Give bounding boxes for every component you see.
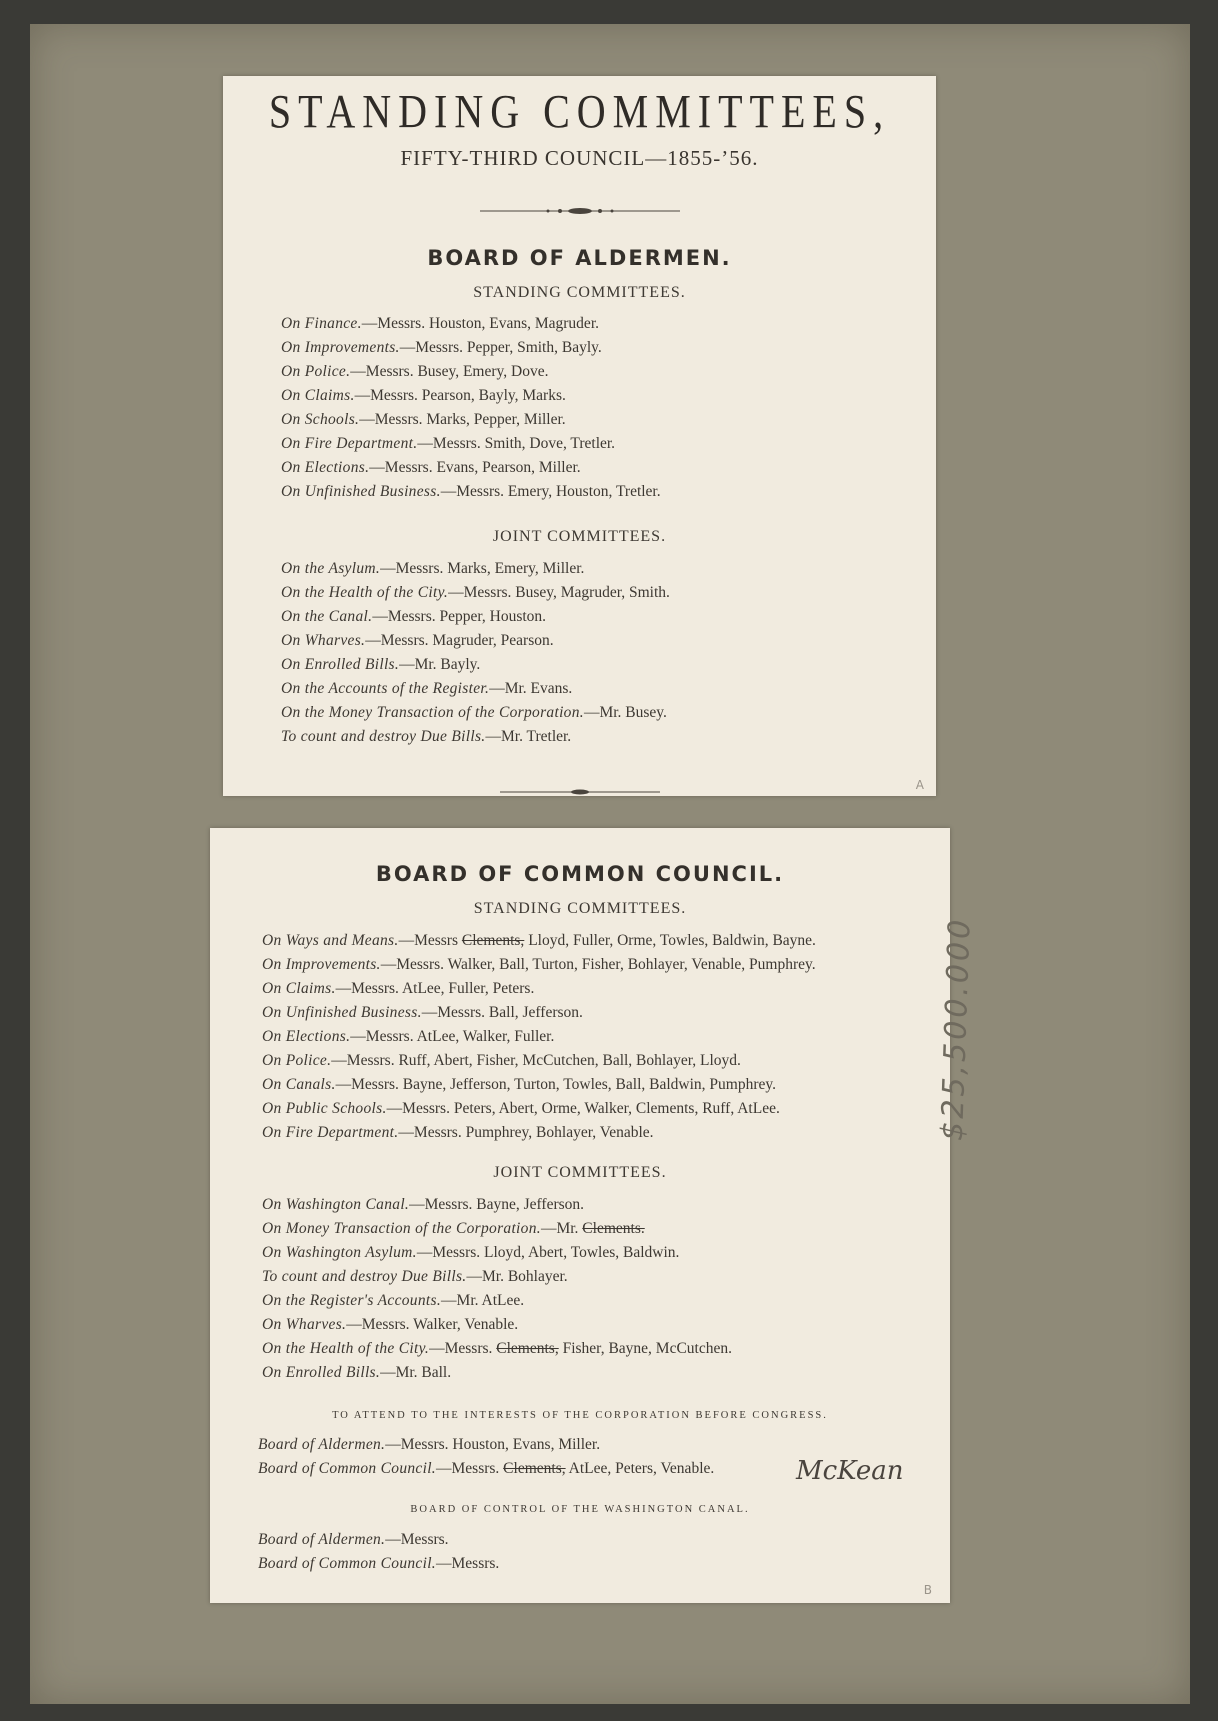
aldermen-standing-heading: STANDING COMMITTEES. (473, 284, 686, 301)
committee-members: —Messrs. Magruder, Pearson. (365, 632, 554, 649)
committee-members: AtLee, Peters, Venable. (565, 1460, 715, 1477)
committee-row (262, 1241, 732, 1265)
committee-members: —Messrs. (385, 1531, 449, 1548)
committee-name: On Claims. (262, 980, 336, 997)
committee-members: —Mr. Ball. (380, 1364, 452, 1381)
committee-members: —Messrs. Evans, Pearson, Miller. (369, 459, 581, 476)
committee-name: To count and destroy Due Bills. (262, 1268, 467, 1285)
council-joint-heading: JOINT COMMITTEES. (493, 1164, 667, 1181)
ornament-divider (223, 204, 936, 222)
handwritten-name: McKean (796, 1456, 904, 1486)
committee-name: Board of Common Council. (258, 1555, 436, 1572)
committee-name: On the Accounts of the Register. (281, 680, 490, 697)
committee-row (281, 384, 661, 408)
committee-row (262, 1361, 732, 1385)
committee-name: On the Health of the City. (281, 584, 449, 601)
committee-row (281, 605, 670, 629)
committee-row (281, 701, 670, 725)
committee-name: On Improvements. (281, 339, 400, 356)
committee-name: On Unfinished Business. (281, 483, 441, 500)
committee-row (262, 1121, 816, 1145)
struck-name: Clements, (461, 932, 525, 949)
committee-row (281, 408, 661, 432)
canal-heading: BOARD OF CONTROL OF THE WASHINGTON CANAL. (410, 1504, 750, 1515)
corner-mark-a: A (915, 778, 924, 792)
committee-name: On Wharves. (262, 1316, 347, 1333)
committee-name: On the Asylum. (281, 560, 381, 577)
committee-name: On Canals. (262, 1076, 336, 1093)
committee-name: On Improvements. (262, 956, 381, 973)
committee-name: Board of Aldermen. (258, 1531, 386, 1548)
committee-row (262, 977, 816, 1001)
congress-heading: TO ATTEND TO THE INTERESTS OF THE CORPORATION BEFORE CONGRESS. (332, 1410, 828, 1421)
committee-name: On Washington Asylum. (262, 1244, 417, 1261)
committee-row (262, 1217, 732, 1241)
bottom-ornament (223, 784, 936, 802)
congress-list (258, 1433, 714, 1481)
committee-name: On the Canal. (281, 608, 373, 625)
committee-row (281, 725, 670, 749)
committee-name: On Schools. (281, 411, 360, 428)
committee-members: —Messrs. Ball, Jefferson. (421, 1004, 583, 1021)
committee-name: On Enrolled Bills. (281, 656, 400, 673)
committee-members: —Messrs. Houston, Evans, Miller. (385, 1436, 601, 1453)
committee-members: —Messrs. Bayne, Jefferson. (409, 1196, 585, 1213)
committee-members: —Mr. Evans. (489, 680, 573, 697)
committee-members: —Messrs. Peters, Abert, Orme, Walker, Clements, Ruff, AtLee. (386, 1100, 780, 1117)
committee-row (262, 1337, 732, 1361)
committee-row (262, 1289, 732, 1313)
committee-row (262, 1073, 816, 1097)
committee-row (258, 1528, 499, 1552)
committee-row (258, 1433, 714, 1457)
committee-name: On the Money Transaction of the Corporation. (281, 704, 584, 721)
committee-members: —Messrs. Pearson, Bayly, Marks. (354, 387, 566, 404)
committee-members: —Mr. AtLee. (441, 1292, 525, 1309)
committee-members: —Messrs. Marks, Emery, Miller. (380, 560, 585, 577)
committee-row (281, 557, 670, 581)
aldermen-joint-heading: JOINT COMMITTEES. (492, 528, 667, 545)
committee-name: On Claims. (281, 387, 355, 404)
committee-name: To count and destroy Due Bills. (281, 728, 486, 745)
committee-members: —Mr. Bohlayer. (466, 1268, 568, 1285)
council-joint-list (262, 1193, 732, 1385)
members-prefix: —Messrs. (436, 1460, 504, 1477)
committee-name: On Public Schools. (262, 1100, 387, 1117)
committee-members: —Messrs. AtLee, Walker, Fuller. (350, 1028, 555, 1045)
committee-row (258, 1552, 499, 1576)
committee-row (281, 312, 661, 336)
committee-row (281, 653, 670, 677)
committee-name: On Finance. (281, 315, 362, 332)
committee-row (258, 1457, 714, 1481)
committee-name: On the Health of the City. (262, 1340, 430, 1357)
aldermen-heading: BOARD OF ALDERMEN. (427, 246, 732, 270)
members-prefix: —Messrs (398, 932, 462, 949)
corner-mark-b: B (923, 1583, 932, 1597)
common-council-heading: BOARD OF COMMON COUNCIL. (375, 862, 785, 886)
struck-name: Clements, (496, 1340, 559, 1357)
committee-members: —Messrs. Walker, Venable. (346, 1316, 519, 1333)
committee-row (281, 336, 661, 360)
committee-members: —Messrs. Ruff, Abert, Fisher, McCutchen, Ball, Bohlayer, Lloyd. (331, 1052, 741, 1069)
committee-row (262, 929, 816, 953)
committee-members: —Messrs. Bayne, Jefferson, Turton, Towles, Ball, Baldwin, Pumphrey. (335, 1076, 776, 1093)
committee-row (281, 629, 670, 653)
committee-row (281, 456, 661, 480)
document-title: STANDING COMMITTEES, (268, 84, 891, 139)
committee-members: —Messrs. Marks, Pepper, Miller. (359, 411, 566, 428)
committee-name: Board of Aldermen. (258, 1436, 386, 1453)
common-council-clipping (210, 828, 950, 1603)
committee-name: On Elections. (281, 459, 370, 476)
committee-members: —Messrs. Busey, Emery, Dove. (350, 363, 549, 380)
committee-members: Lloyd, Fuller, Orme, Towles, Baldwin, Bayne. (524, 932, 816, 949)
struck-name: Clements. (582, 1220, 645, 1237)
committee-name: On Ways and Means. (262, 932, 399, 949)
committee-members: —Messrs. AtLee, Fuller, Peters. (335, 980, 535, 997)
committee-members: —Messrs. Pumphrey, Bohlayer, Venable. (398, 1124, 654, 1141)
committee-row (281, 480, 661, 504)
committee-members: Fisher, Bayne, McCutchen. (558, 1340, 732, 1357)
council-standing-heading: STANDING COMMITTEES. (473, 900, 687, 917)
committee-row (262, 1001, 816, 1025)
committee-name: On Fire Department. (281, 435, 418, 452)
document-subtitle: FIFTY-THIRD COUNCIL—1855-’56. (400, 146, 759, 170)
committee-members: —Messrs. Smith, Dove, Tretler. (417, 435, 616, 452)
committee-row (262, 1193, 732, 1217)
committee-members: —Messrs. Pepper, Houston. (372, 608, 547, 625)
committee-name: On Money Transaction of the Corporation. (262, 1220, 541, 1237)
committee-members: —Messrs. (436, 1555, 500, 1572)
committee-row (262, 1097, 816, 1121)
committee-name: On Enrolled Bills. (262, 1364, 381, 1381)
committee-row (262, 953, 816, 977)
canal-list (258, 1528, 499, 1576)
committee-name: On Elections. (262, 1028, 351, 1045)
committee-name: On Fire Department. (262, 1124, 399, 1141)
committee-row (281, 677, 670, 701)
committee-name: On Police. (262, 1052, 332, 1069)
committee-row (262, 1313, 732, 1337)
committee-row (262, 1049, 816, 1073)
committee-row (281, 581, 670, 605)
committee-name: On Wharves. (281, 632, 366, 649)
members-prefix: —Mr. (540, 1220, 583, 1237)
committee-name: On Washington Canal. (262, 1196, 410, 1213)
aldermen-clipping (223, 76, 936, 796)
committee-name: On the Register's Accounts. (262, 1292, 442, 1309)
committee-members: —Messrs. Pepper, Smith, Bayly. (399, 339, 602, 356)
committee-name: On Unfinished Business. (262, 1004, 422, 1021)
council-standing-list (262, 929, 816, 1145)
committee-members: —Mr. Bayly. (399, 656, 481, 673)
aldermen-joint-list (281, 557, 670, 749)
committee-name: Board of Common Council. (258, 1460, 436, 1477)
members-prefix: —Messrs. (429, 1340, 497, 1357)
committee-row (262, 1265, 732, 1289)
committee-members: —Messrs. Busey, Magruder, Smith. (448, 584, 670, 601)
committee-row (262, 1025, 816, 1049)
committee-members: —Messrs. Houston, Evans, Magruder. (361, 315, 599, 332)
committee-row (281, 432, 661, 456)
struck-name: Clements, (503, 1460, 566, 1477)
committee-members: —Messrs. Lloyd, Abert, Towles, Baldwin. (416, 1244, 680, 1261)
pencil-margin-note: $25,500.000 (935, 916, 978, 1142)
committee-members: —Mr. Tretler. (485, 728, 572, 745)
committee-members: —Mr. Busey. (583, 704, 667, 721)
committee-members: —Messrs. Emery, Houston, Tretler. (440, 483, 661, 500)
committee-members: —Messrs. Walker, Ball, Turton, Fisher, Bohlayer, Venable, Pumphrey. (380, 956, 816, 973)
aldermen-standing-list (281, 312, 661, 504)
committee-row (281, 360, 661, 384)
committee-name: On Police. (281, 363, 351, 380)
